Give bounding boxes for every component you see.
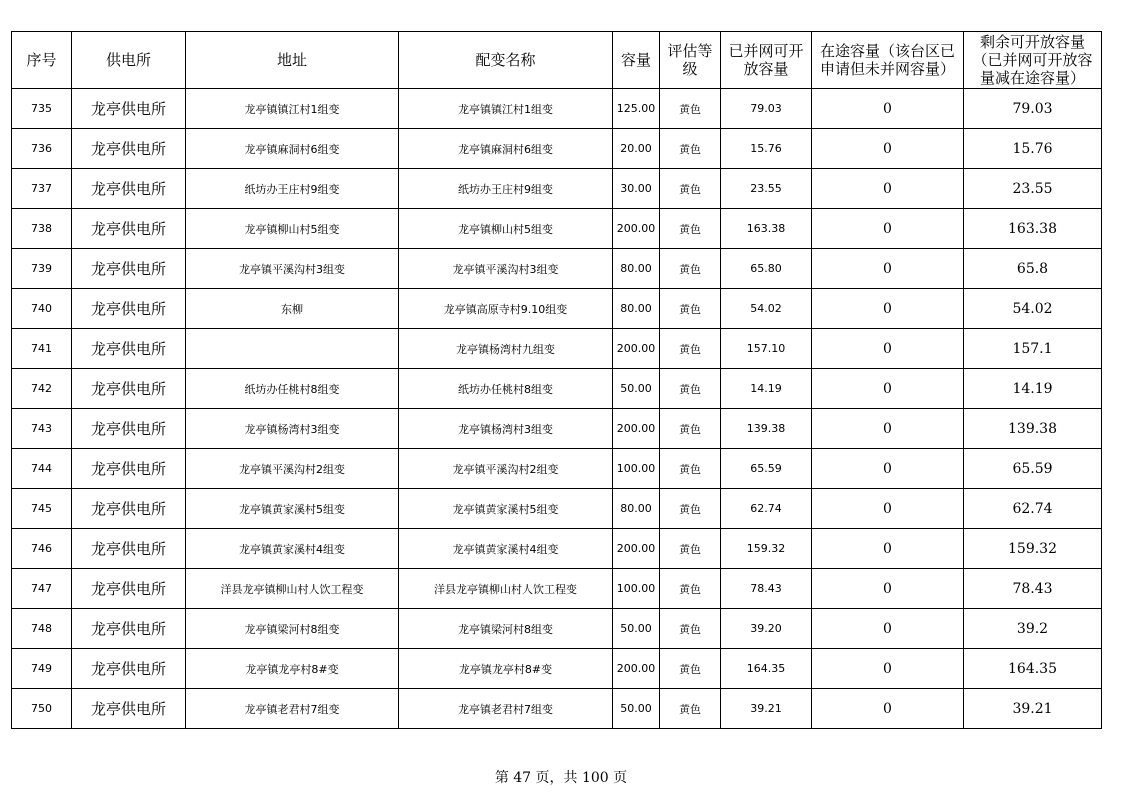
cell-capacity: 20.00 (613, 129, 660, 169)
cell-remaining-capacity: 78.43 (964, 569, 1102, 609)
cell-grid-capacity: 164.35 (721, 649, 812, 689)
cell-grid-capacity: 15.76 (721, 129, 812, 169)
cell-index: 740 (12, 289, 72, 329)
cell-pending-capacity: 0 (812, 249, 964, 289)
cell-pending-capacity: 0 (812, 129, 964, 169)
cell-address: 龙亭镇柳山村5组变 (186, 209, 399, 249)
cell-pending-capacity: 0 (812, 369, 964, 409)
cell-capacity: 200.00 (613, 529, 660, 569)
cell-remaining-capacity: 23.55 (964, 169, 1102, 209)
cell-remaining-capacity: 62.74 (964, 489, 1102, 529)
cell-grade: 黄色 (660, 409, 721, 449)
cell-grade: 黄色 (660, 289, 721, 329)
cell-address: 龙亭镇镇江村1组变 (186, 89, 399, 129)
cell-pending-capacity: 0 (812, 329, 964, 369)
cell-address (186, 329, 399, 369)
cell-grade: 黄色 (660, 569, 721, 609)
cell-capacity: 200.00 (613, 209, 660, 249)
cell-remaining-capacity: 54.02 (964, 289, 1102, 329)
cell-grade: 黄色 (660, 609, 721, 649)
cell-station: 龙亭供电所 (72, 369, 186, 409)
col-header-station: 供电所 (72, 32, 186, 89)
cell-transformer: 龙亭镇柳山村5组变 (399, 209, 613, 249)
cell-remaining-capacity: 39.2 (964, 609, 1102, 649)
cell-transformer: 龙亭镇平溪沟村2组变 (399, 449, 613, 489)
table-row (12, 249, 1102, 289)
cell-grade: 黄色 (660, 89, 721, 129)
cell-remaining-capacity: 65.59 (964, 449, 1102, 489)
cell-address: 龙亭镇龙亭村8#变 (186, 649, 399, 689)
table-row (12, 689, 1102, 729)
cell-address: 纸坊办任桃村8组变 (186, 369, 399, 409)
table-row (12, 649, 1102, 689)
cell-station: 龙亭供电所 (72, 209, 186, 249)
cell-address: 龙亭镇麻洞村6组变 (186, 129, 399, 169)
cell-grade: 黄色 (660, 489, 721, 529)
cell-index: 746 (12, 529, 72, 569)
cell-grid-capacity: 157.10 (721, 329, 812, 369)
cell-capacity: 80.00 (613, 289, 660, 329)
table-row (12, 89, 1102, 129)
table-row (12, 209, 1102, 249)
cell-station: 龙亭供电所 (72, 169, 186, 209)
cell-pending-capacity: 0 (812, 529, 964, 569)
cell-index: 748 (12, 609, 72, 649)
cell-index: 738 (12, 209, 72, 249)
cell-transformer: 龙亭镇龙亭村8#变 (399, 649, 613, 689)
table-row (12, 129, 1102, 169)
table-row (12, 609, 1102, 649)
cell-capacity: 100.00 (613, 449, 660, 489)
cell-index: 750 (12, 689, 72, 729)
col-header-grade: 评估等级 (660, 32, 721, 89)
cell-index: 739 (12, 249, 72, 289)
cell-index: 737 (12, 169, 72, 209)
cell-grade: 黄色 (660, 649, 721, 689)
table-row (12, 409, 1102, 449)
cell-transformer: 龙亭镇平溪沟村3组变 (399, 249, 613, 289)
col-header-pending-capacity: 在途容量（该台区已申请但未并网容量） (812, 32, 964, 89)
col-header-address: 地址 (186, 32, 399, 89)
cell-station: 龙亭供电所 (72, 609, 186, 649)
cell-address: 龙亭镇老君村7组变 (186, 689, 399, 729)
cell-remaining-capacity: 159.32 (964, 529, 1102, 569)
cell-address: 龙亭镇黄家溪村5组变 (186, 489, 399, 529)
cell-remaining-capacity: 79.03 (964, 89, 1102, 129)
col-header-grid-capacity: 已并网可开放容量 (721, 32, 812, 89)
cell-index: 749 (12, 649, 72, 689)
cell-grade: 黄色 (660, 529, 721, 569)
table-row (12, 289, 1102, 329)
table-row (12, 529, 1102, 569)
table-body (12, 89, 1102, 729)
cell-pending-capacity: 0 (812, 689, 964, 729)
cell-capacity: 125.00 (613, 89, 660, 129)
cell-capacity: 200.00 (613, 649, 660, 689)
cell-transformer: 龙亭镇镇江村1组变 (399, 89, 613, 129)
cell-address: 东柳 (186, 289, 399, 329)
cell-remaining-capacity: 163.38 (964, 209, 1102, 249)
cell-pending-capacity: 0 (812, 489, 964, 529)
table-row (12, 329, 1102, 369)
table-row (12, 169, 1102, 209)
cell-capacity: 80.00 (613, 489, 660, 529)
cell-pending-capacity: 0 (812, 89, 964, 129)
cell-grade: 黄色 (660, 689, 721, 729)
cell-index: 743 (12, 409, 72, 449)
cell-address: 洋县龙亭镇柳山村人饮工程变 (186, 569, 399, 609)
cell-grid-capacity: 159.32 (721, 529, 812, 569)
cell-transformer: 龙亭镇杨湾村3组变 (399, 409, 613, 449)
cell-grid-capacity: 14.19 (721, 369, 812, 409)
cell-capacity: 200.00 (613, 329, 660, 369)
cell-pending-capacity: 0 (812, 449, 964, 489)
cell-station: 龙亭供电所 (72, 569, 186, 609)
cell-grid-capacity: 39.20 (721, 609, 812, 649)
cell-pending-capacity: 0 (812, 169, 964, 209)
cell-transformer: 纸坊办王庄村9组变 (399, 169, 613, 209)
cell-index: 736 (12, 129, 72, 169)
capacity-table (11, 31, 1102, 729)
cell-station: 龙亭供电所 (72, 529, 186, 569)
cell-grid-capacity: 65.59 (721, 449, 812, 489)
cell-address: 龙亭镇黄家溪村4组变 (186, 529, 399, 569)
cell-station: 龙亭供电所 (72, 89, 186, 129)
col-header-transformer: 配变名称 (399, 32, 613, 89)
cell-station: 龙亭供电所 (72, 289, 186, 329)
cell-pending-capacity: 0 (812, 409, 964, 449)
cell-transformer: 龙亭镇老君村7组变 (399, 689, 613, 729)
cell-station: 龙亭供电所 (72, 449, 186, 489)
cell-remaining-capacity: 14.19 (964, 369, 1102, 409)
cell-index: 741 (12, 329, 72, 369)
cell-remaining-capacity: 164.35 (964, 649, 1102, 689)
cell-remaining-capacity: 139.38 (964, 409, 1102, 449)
cell-remaining-capacity: 39.21 (964, 689, 1102, 729)
cell-station: 龙亭供电所 (72, 489, 186, 529)
cell-grid-capacity: 79.03 (721, 89, 812, 129)
cell-grade: 黄色 (660, 329, 721, 369)
cell-address: 龙亭镇梁河村8组变 (186, 609, 399, 649)
table-row (12, 449, 1102, 489)
cell-index: 747 (12, 569, 72, 609)
cell-pending-capacity: 0 (812, 569, 964, 609)
cell-transformer: 龙亭镇高原寺村9.10组变 (399, 289, 613, 329)
cell-capacity: 100.00 (613, 569, 660, 609)
cell-grid-capacity: 54.02 (721, 289, 812, 329)
col-header-capacity: 容量 (613, 32, 660, 89)
cell-grid-capacity: 39.21 (721, 689, 812, 729)
col-header-remaining-capacity: 剩余可开放容量（已并网可开放容量减在途容量） (964, 32, 1102, 89)
cell-pending-capacity: 0 (812, 289, 964, 329)
cell-capacity: 200.00 (613, 409, 660, 449)
cell-station: 龙亭供电所 (72, 329, 186, 369)
cell-grade: 黄色 (660, 249, 721, 289)
cell-address: 龙亭镇杨湾村3组变 (186, 409, 399, 449)
cell-station: 龙亭供电所 (72, 409, 186, 449)
cell-transformer: 纸坊办任桃村8组变 (399, 369, 613, 409)
cell-capacity: 30.00 (613, 169, 660, 209)
cell-transformer: 龙亭镇梁河村8组变 (399, 609, 613, 649)
cell-index: 745 (12, 489, 72, 529)
cell-capacity: 50.00 (613, 369, 660, 409)
cell-grid-capacity: 65.80 (721, 249, 812, 289)
table-row (12, 489, 1102, 529)
cell-address: 纸坊办王庄村9组变 (186, 169, 399, 209)
cell-address: 龙亭镇平溪沟村2组变 (186, 449, 399, 489)
cell-pending-capacity: 0 (812, 649, 964, 689)
cell-capacity: 50.00 (613, 609, 660, 649)
cell-transformer: 龙亭镇黄家溪村5组变 (399, 489, 613, 529)
cell-index: 742 (12, 369, 72, 409)
cell-grade: 黄色 (660, 129, 721, 169)
cell-grid-capacity: 163.38 (721, 209, 812, 249)
cell-grade: 黄色 (660, 449, 721, 489)
cell-transformer: 龙亭镇杨湾村九组变 (399, 329, 613, 369)
cell-address: 龙亭镇平溪沟村3组变 (186, 249, 399, 289)
cell-station: 龙亭供电所 (72, 649, 186, 689)
header-row (12, 32, 1102, 89)
cell-station: 龙亭供电所 (72, 689, 186, 729)
cell-grid-capacity: 139.38 (721, 409, 812, 449)
cell-index: 735 (12, 89, 72, 129)
table-row (12, 569, 1102, 609)
cell-remaining-capacity: 15.76 (964, 129, 1102, 169)
cell-grade: 黄色 (660, 209, 721, 249)
cell-remaining-capacity: 157.1 (964, 329, 1102, 369)
cell-grid-capacity: 78.43 (721, 569, 812, 609)
cell-station: 龙亭供电所 (72, 129, 186, 169)
cell-pending-capacity: 0 (812, 609, 964, 649)
cell-grid-capacity: 23.55 (721, 169, 812, 209)
col-header-index: 序号 (12, 32, 72, 89)
cell-capacity: 80.00 (613, 249, 660, 289)
table-row (12, 369, 1102, 409)
cell-transformer: 龙亭镇黄家溪村4组变 (399, 529, 613, 569)
cell-capacity: 50.00 (613, 689, 660, 729)
cell-index: 744 (12, 449, 72, 489)
page-footer: 第 47 页，共 100 页 (494, 770, 628, 786)
cell-pending-capacity: 0 (812, 209, 964, 249)
cell-grid-capacity: 62.74 (721, 489, 812, 529)
cell-station: 龙亭供电所 (72, 249, 186, 289)
cell-transformer: 龙亭镇麻洞村6组变 (399, 129, 613, 169)
cell-transformer: 洋县龙亭镇柳山村人饮工程变 (399, 569, 613, 609)
cell-remaining-capacity: 65.8 (964, 249, 1102, 289)
cell-grade: 黄色 (660, 369, 721, 409)
cell-grade: 黄色 (660, 169, 721, 209)
